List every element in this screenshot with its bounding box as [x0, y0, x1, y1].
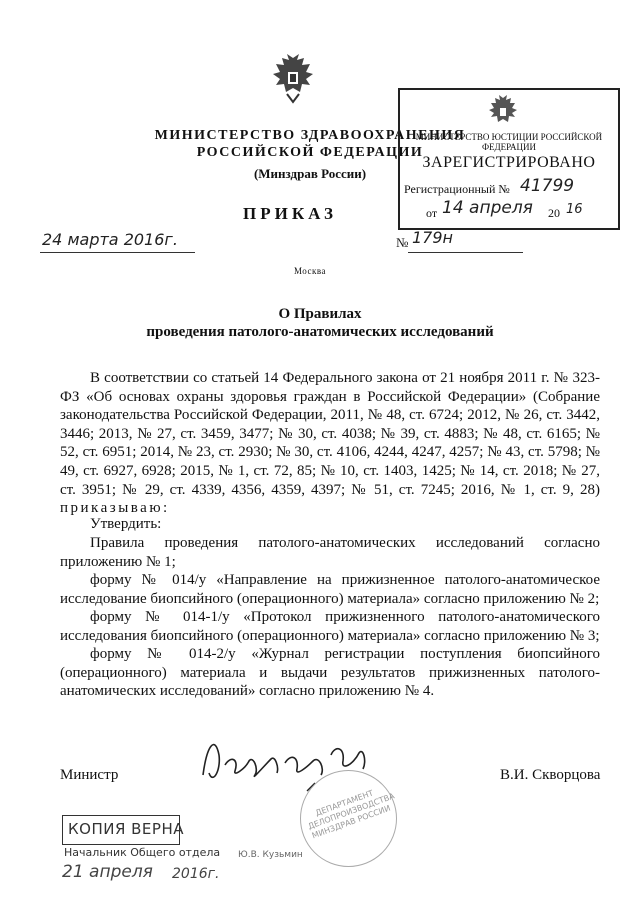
item-2: форму № 014/у «Направление на прижизненное патолого-анатомическое исследование биопсийного (операционного) материала» согласно приложению № 2; [60, 572, 600, 607]
city: Москва [294, 266, 326, 276]
stamp-date-prefix: от [426, 206, 438, 220]
stamp-year-prefix: 20 [548, 206, 560, 220]
stamp-coat-of-arms-icon [486, 94, 520, 130]
copy-stamp-head: Начальник Общего отдела [64, 846, 221, 859]
copy-stamp-date: 21 апреля [62, 862, 153, 882]
approve-heading: Утвердить: [90, 516, 162, 532]
ministry-name-line1: МИНИСТЕРСТВО ЗДРАВООХРАНЕНИЯ [154, 128, 466, 143]
stamp-reg-label: Регистрационный № [404, 182, 510, 196]
stamp-date: 14 апреля [442, 198, 533, 218]
ministry-short-name: (Минздрав России) [253, 166, 367, 181]
copy-stamp-label: КОПИЯ ВЕРНА [68, 820, 185, 838]
order-number: 179н [412, 228, 453, 247]
preamble-paragraph [60, 369, 600, 518]
number-underline [408, 252, 523, 253]
stamp-ministry: МИНИСТЕРСТВО ЮСТИЦИИ РОССИЙСКОЙ ФЕДЕРАЦИИ [415, 132, 603, 152]
round-stamp-text: ДЕПАРТАМЕНТ ДЕЛОПРОИЗВОДСТВА МИНЗДРАВ РОССИИ [306, 788, 396, 841]
item-4: форму № 014-2/у «Журнал регистрации поступления биопсийного (операционного) материала и выдачи результатов прижизненных патолого-анатомических исследований» согласно приложению № 4. [60, 646, 600, 700]
ministry-name-line2: РОССИЙСКОЙ ФЕДЕРАЦИИ [196, 145, 424, 160]
title-line1: О Правилах [278, 306, 362, 322]
stamp-reg-number: 41799 [520, 176, 575, 196]
stamp-status: ЗАРЕГИСТРИРОВАНО [422, 154, 596, 171]
stamp-year: 16 [566, 202, 583, 217]
order-date: 24 марта 2016г. [42, 230, 178, 249]
document-type: ПРИКАЗ [243, 204, 337, 223]
date-underline [40, 252, 195, 253]
signer-position: Министр [60, 767, 119, 783]
item-3: форму № 014-1/у «Протокол прижизненного патолого-анатомического исследования биопсийного (операционного) материала» согласно приложению № 3; [60, 609, 600, 644]
number-label: № [396, 235, 409, 250]
signer-name: В.И. Скворцова [500, 767, 601, 783]
preamble-text: В соответствии со статьей 14 Федерального закона от 21 ноября 2011 г. № 323-ФЗ «Об основах охраны здоровья граждан в Российской Федерации» (Собрание законодательства Российской Федерации, 2011, № 48, ст. 6724; 2012, № 26, ст. 3442, 3446; 2013, № 27, ст. 3459, 3477; № 30, ст. 4038; № 39, ст. 4883; № 48, ст. 6165; № 52, ст. 6951; 2014, № 23, ст. 2930; № 30, ст. 4106, 4244, 4247, 4257; № 43, ст. 5798; № 49, ст. 6927, 6928; 2015, № 1, ст. 72, 85; № 10, ст. 1403, 1425; № 14, ст. 2018; № 27, ст. 3951; № 29, ст. 4339, 4356, 4359, 4397; № 51, ст. 7245; 2016, № 1, ст. 9, 28) [60, 370, 600, 498]
coat-of-arms-icon [268, 52, 318, 104]
item-1: Правила проведения патолого-анатомических исследований согласно приложению № 1; [60, 535, 600, 570]
title-line2: проведения патолого-анатомических исследований [146, 324, 494, 340]
copy-stamp-year: 2016г. [172, 866, 220, 882]
order-word: приказываю: [60, 500, 170, 517]
copy-stamp-name: Ю.В. Кузьмин [238, 850, 303, 860]
